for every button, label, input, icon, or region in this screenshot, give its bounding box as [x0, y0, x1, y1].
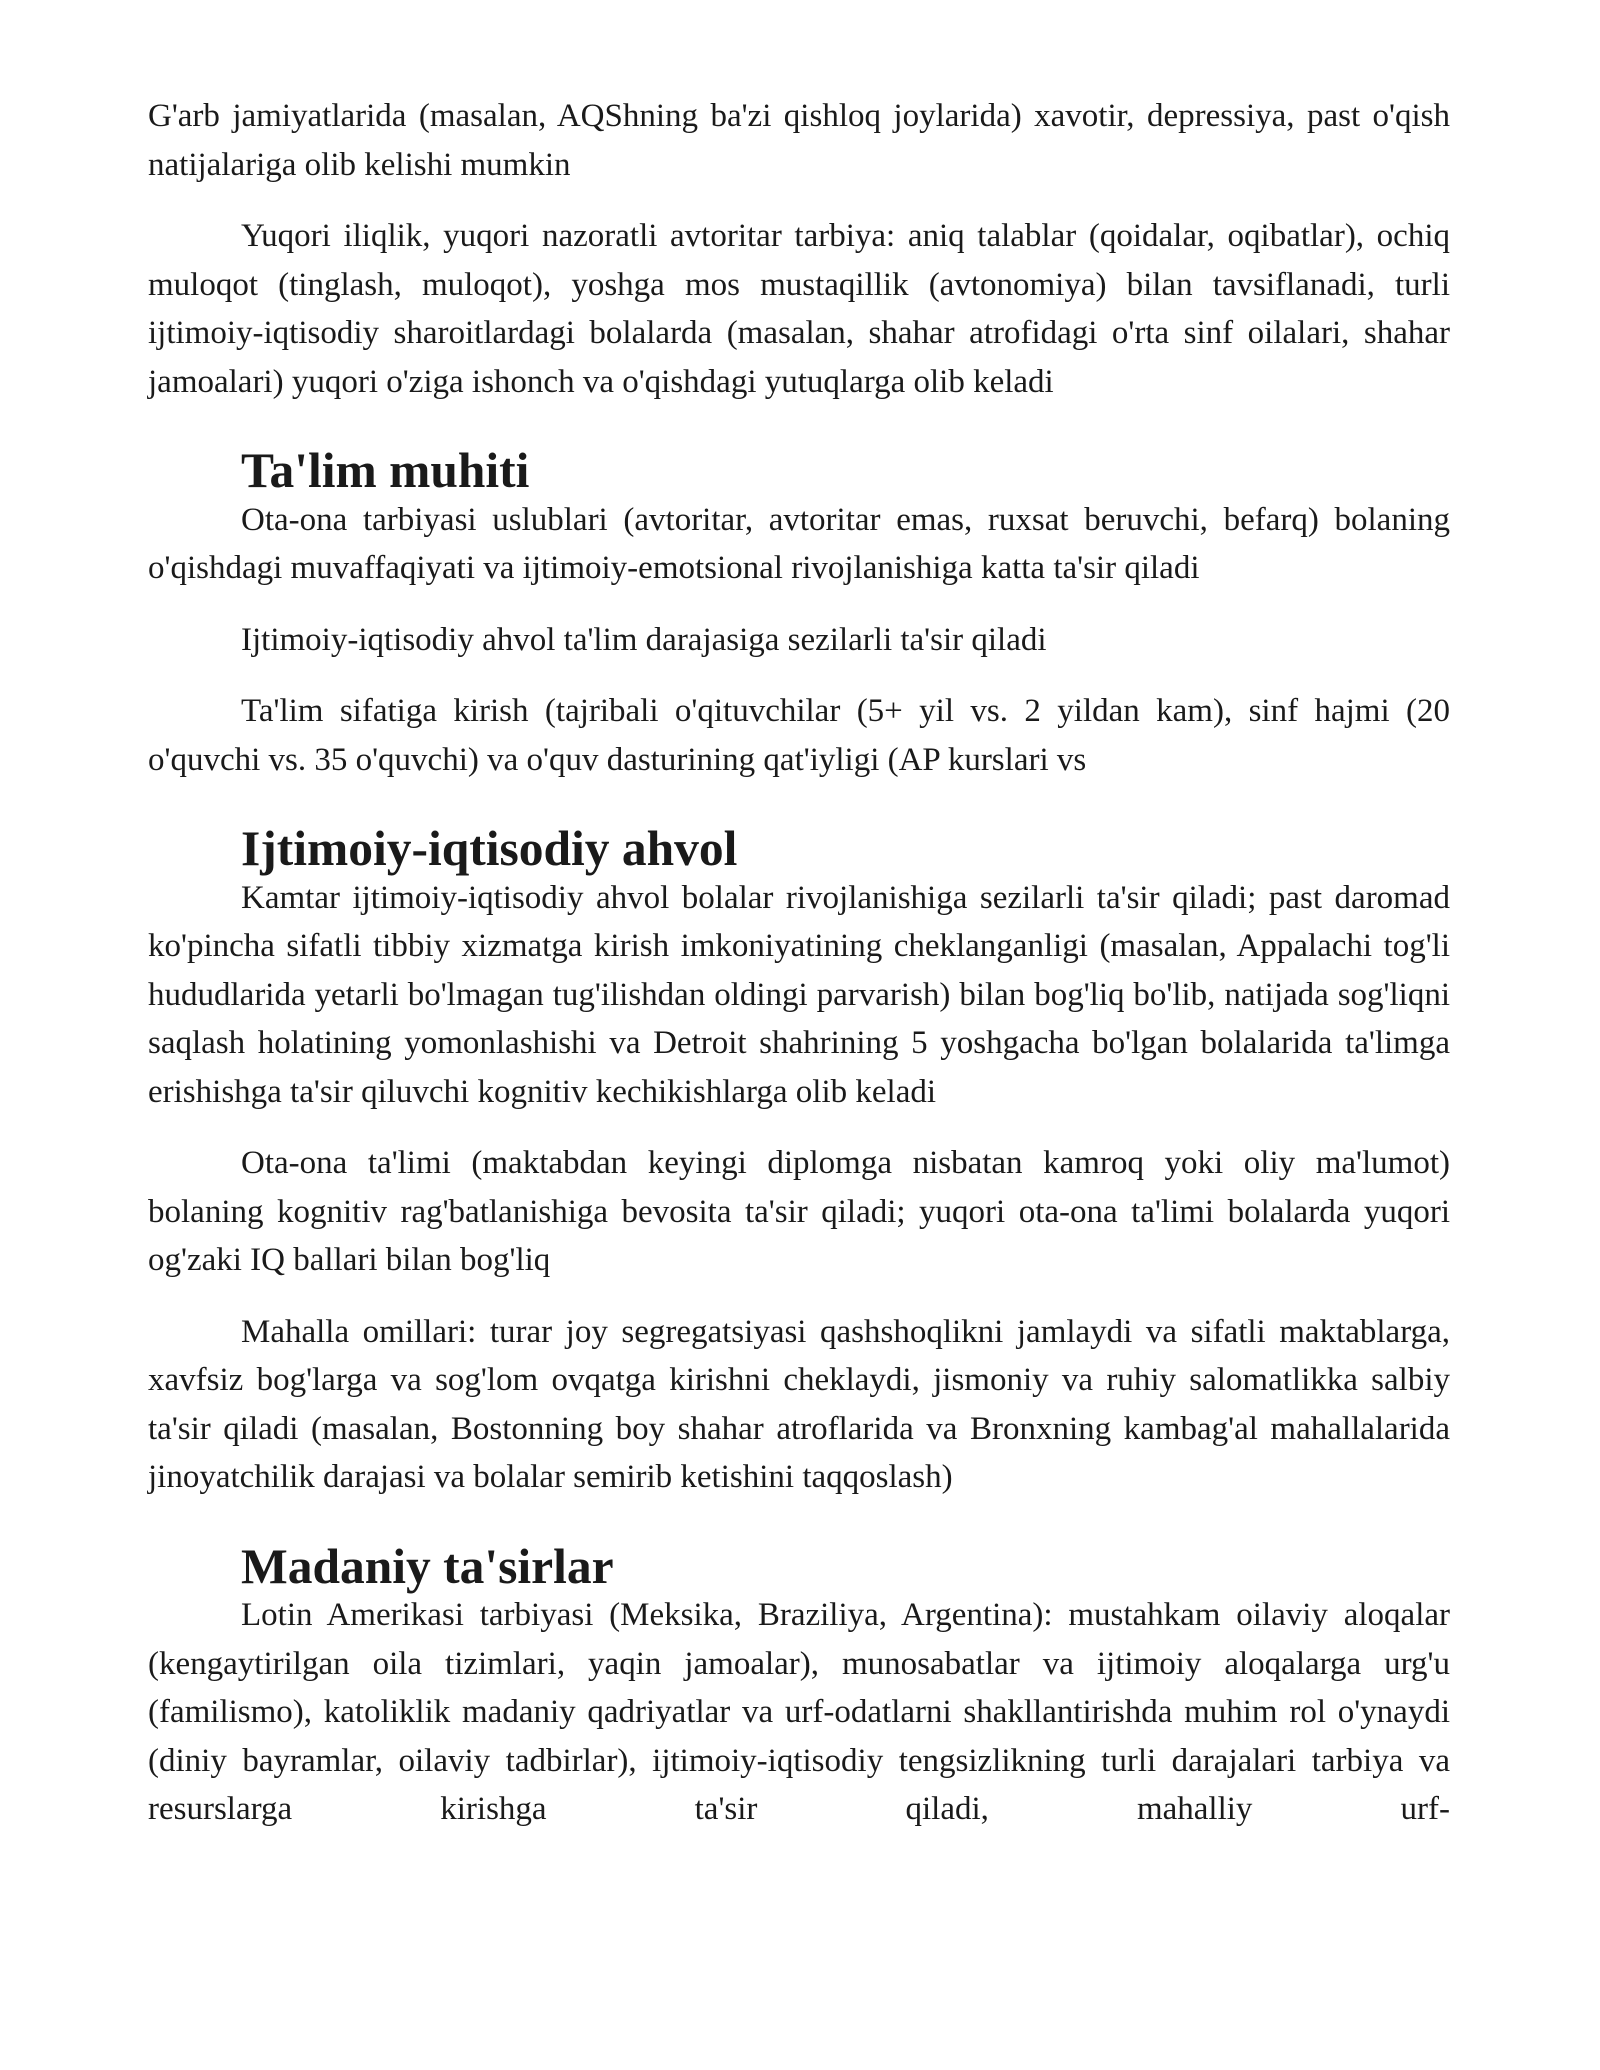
- document-page: [148, 92, 1450, 1834]
- paragraph-authoritative-parenting: Yuqori iliqlik, yuqori nazoratli avtoritar tarbiya: aniq talablar (qoidalar, oqibatlar), ochiq muloqot (tinglash, muloqot), yoshga mos mustaqillik (avtonomiya) bilan tavsiflanadi, turli ijtimoiy-iqtisodiy sharoitlardagi bolalarda (masalan, shahar atrofidagi o'rta sinf oilalari, shahar jamoalari) yuqori o'ziga ishonch va o'qishdagi yutuqlarga olib keladi: [148, 218, 1450, 400]
- paragraph-anxiety-outcomes: G'arb jamiyatlarida (masalan, AQShning ba'zi qishloq joylarida) xavotir, depressiya, past o'qish natijalariga olib kelishi mumkin: [148, 98, 1450, 183]
- paragraph-low-income: Kamtar ijtimoiy-iqtisodiy ahvol bolalar rivojlanishiga sezilarli ta'sir qiladi; past daromad ko'pincha sifatli tibbiy xizmatga kirish imkoniyatining cheklanganligi (masalan, Appalachi tog'li hududlarida yetarli bo'lmagan tug'ilishdan oldingi parvarish) bilan bog'liq bo'lib, natijada sog'liqni saqlash holatining yomonlashishi va Detroit shahrining 5 yoshgacha bo'lgan bolalarida ta'limga erishishga ta'sir qiluvchi kognitiv kechikishlarga olib keladi: [148, 879, 1450, 1110]
- paragraph-socioeconomic-education: Ijtimoiy-iqtisodiy ahvol ta'lim darajasiga sezilarli ta'sir qiladi: [241, 621, 1047, 658]
- section-heading-socioeconomic: Ijtimoiy-iqtisodiy ahvol: [241, 821, 738, 876]
- section-heading-cultural: Madaniy ta'sirlar: [241, 1538, 614, 1594]
- paragraph-latin-american-parenting: Lotin Amerikasi tarbiyasi (Meksika, Braziliya, Argentina): mustahkam oilaviy aloqalar (kengaytirilgan oila tizimlari, yaqin jamoalar), munosabatlar va ijtimoiy aloqalarga urg'u (familismo), katoliklik madaniy qadriyatlar va urf-odatlarni shakllantirishda muhim rol o'ynaydi (diniy bayramlar, oilaviy tadbirlar), ijtimoiy-iqtisodiy tengsizlikning turli darajalari tarbiya va resurslarga kirishga ta'sir qiladi, mahalliy urf-: [148, 1597, 1450, 1827]
- paragraph-parent-education: Ota-ona ta'limi (maktabdan keyingi diplomga nisbatan kamroq yoki oliy ma'lumot) bolaning kognitiv rag'batlanishiga bevosita ta'sir qiladi; yuqori ota-ona ta'limi bolalarda yuqori og'zaki IQ ballari bilan bog'liq: [148, 1145, 1450, 1278]
- paragraph-parenting-styles: Ota-ona tarbiyasi uslublari (avtoritar, avtoritar emas, ruxsat beruvchi, befarq) bolaning o'qishdagi muvaffaqiyati va ijtimoiy-emotsional rivojlanishiga katta ta'sir qiladi: [148, 501, 1450, 586]
- paragraph-neighborhood-factors: Mahalla omillari: turar joy segregatsiyasi qashshoqlikni jamlaydi va sifatli maktablarga, xavfsiz bog'larga va sog'lom ovqatga kirishni cheklaydi, jismoniy va ruhiy salomatlikka salbiy ta'sir qiladi (masalan, Bostonning boy shahar atroflarida va Bronxning kambag'al mahallalarida jinoyatchilik darajasi va bolalar semirib ketishini taqqoslash): [148, 1313, 1450, 1495]
- section-heading-education: Ta'lim muhiti: [241, 443, 530, 498]
- paragraph-education-quality: Ta'lim sifatiga kirish (tajribali o'qituvchilar (5+ yil vs. 2 yildan kam), sinf hajmi (20 o'quvchi vs. 35 o'quvchi) va o'quv dasturining qat'iyligi (AP kurslari vs: [148, 693, 1450, 778]
